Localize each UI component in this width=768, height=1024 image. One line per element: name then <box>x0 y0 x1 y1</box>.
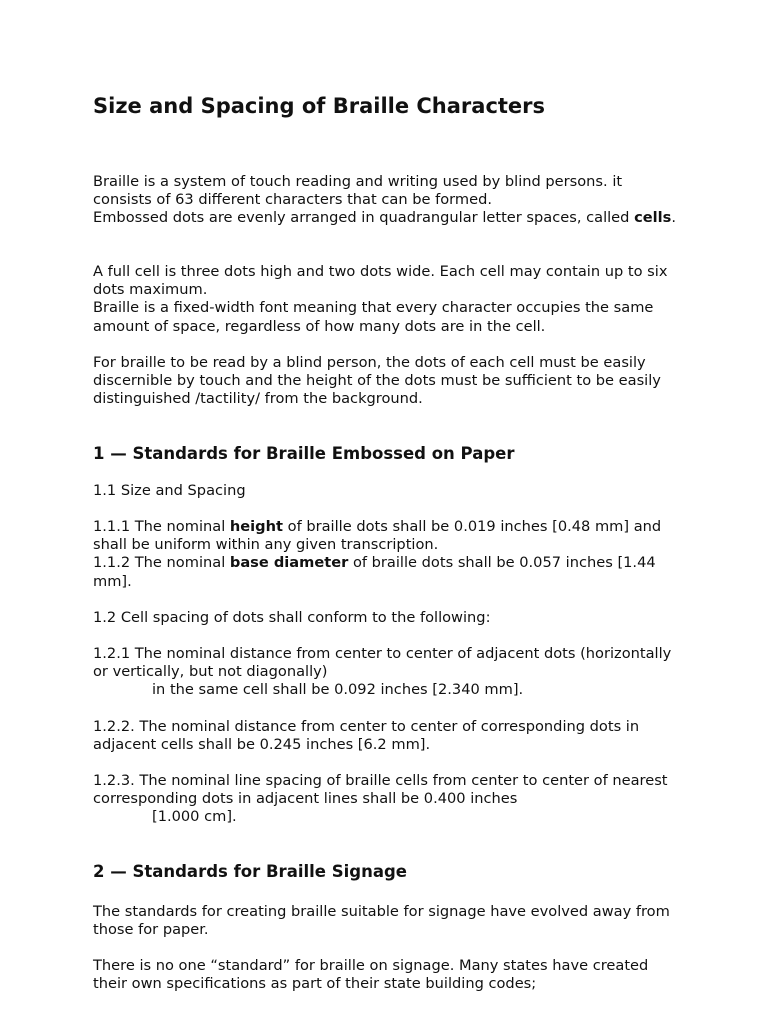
intro-paragraph-2 <box>93 263 683 336</box>
subsection-1-2: 1.2 Cell spacing of dots shall conform to the following: <box>93 609 491 626</box>
item-1-1-2 <box>93 554 683 590</box>
item-1-2-3-line1: 1.2.3. The nominal line spacing of braille cells from center to center of nearest corresponding dots in adjacent lines shall be 0.400 inches <box>93 772 668 808</box>
intro-p1-period: . <box>671 209 676 227</box>
item-1-1-block <box>93 518 683 591</box>
intro-paragraph-3: For braille to be read by a blind person, the dots of each cell must be easily discernible by touch and the height of the dots must be sufficient to be easily distinguished /tactility/ from the background. <box>93 354 661 408</box>
intro-p1-line2 <box>93 209 683 227</box>
item-1-2-1-line2-text: in the same cell shall be 0.092 inches [2.340 mm]. <box>152 681 524 699</box>
intro-p1-line1: Braille is a system of touch reading and writing used by blind persons. it consists of 63 different characters that can be formed. <box>93 173 623 209</box>
item-1-1-1-pre: 1.1.1 The nominal <box>93 518 230 535</box>
intro-p1-text: Embossed dots are evenly arranged in quadrangular letter spaces, called <box>93 209 635 227</box>
section-2-paragraph-2: There is no one “standard” for braille on signage. Many states have created their own specifications as part of their state building codes; <box>93 957 649 993</box>
intro-paragraph-1 <box>93 173 683 228</box>
item-1-1-2-post: of braille dots shall be 0.057 inches [1.44 mm]. <box>93 554 656 590</box>
base-diameter-term: base diameter <box>229 554 349 572</box>
item-1-2-3-line2 <box>93 808 683 826</box>
cells-term: cells <box>634 209 672 227</box>
section-1-heading: 1 — Standards for Braille Embossed on Paper <box>93 444 515 463</box>
subsection-1-1: 1.1 Size and Spacing <box>93 482 246 499</box>
item-1-2-3-line2-text: [1.000 cm]. <box>152 808 237 826</box>
height-term: height <box>229 518 283 535</box>
item-1-2-1 <box>93 645 683 700</box>
section-2-paragraph-1: The standards for creating braille suitable for signage have evolved away from those for paper. <box>93 903 670 939</box>
intro-p2-line2: Braille is a fixed-width font meaning that every character occupies the same amount of space, regardless of how many dots are in the cell. <box>93 299 654 335</box>
item-1-2-1-line2 <box>93 681 683 699</box>
section-2-heading: 2 — Standards for Braille Signage <box>93 862 407 881</box>
item-1-1-2-pre: 1.1.2 The nominal <box>93 554 230 572</box>
page-title: Size and Spacing of Braille Characters <box>93 94 546 118</box>
item-1-2-3 <box>93 772 683 827</box>
item-1-2-1-line1: 1.2.1 The nominal distance from center to center of adjacent dots (horizontally or vertically, but not diagonally) <box>93 645 672 681</box>
item-1-2-2: 1.2.2. The nominal distance from center to center of corresponding dots in adjacent cells shall be 0.245 inches [6.2 mm]. <box>93 718 640 754</box>
item-1-1-1-post: of braille dots shall be 0.019 inches [0.48 mm] and shall be uniform within any given transcription. <box>93 518 662 554</box>
intro-p2-line1: A full cell is three dots high and two dots wide. Each cell may contain up to six dots maximum. <box>93 263 668 299</box>
item-1-1-1 <box>93 518 683 554</box>
